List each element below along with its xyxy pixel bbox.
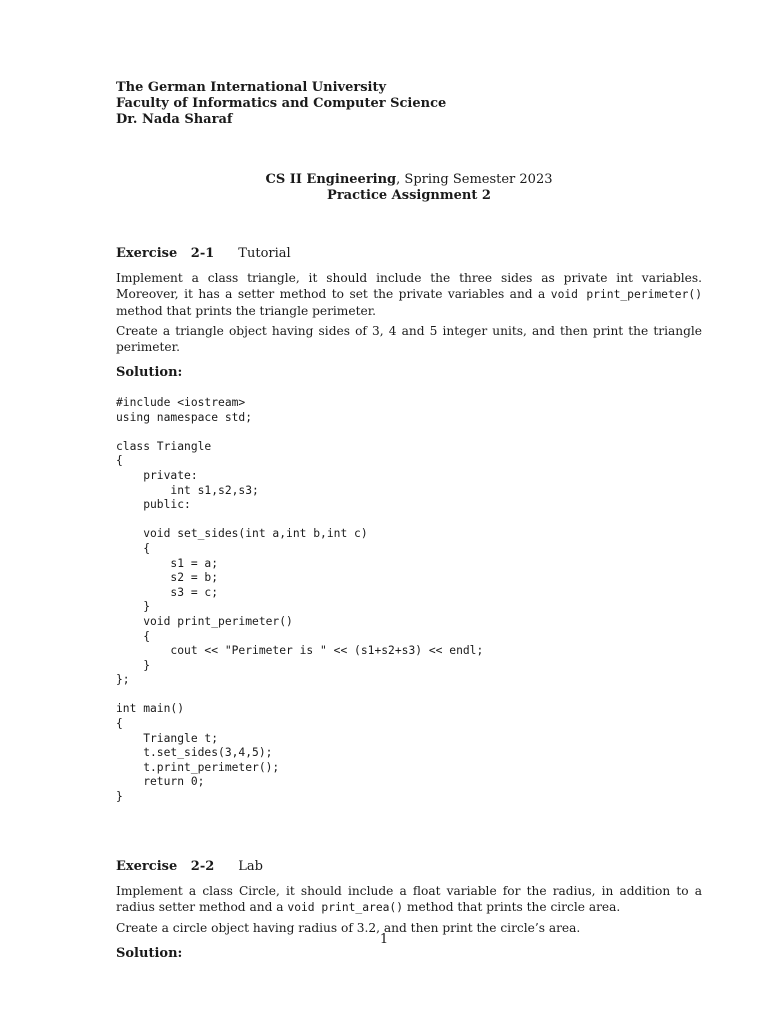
- description-text: Implement a class Circle, it should include a float variable for the radius, in addition to a radius setter method and a: [116, 883, 702, 914]
- solution-label: Solution:: [116, 365, 183, 380]
- exercise-type: Tutorial: [238, 246, 291, 261]
- code-block: #include <iostream> using namespace std; class Triangle { private: int s1,s2,s3; public: void set_sides(int a,int b,int c) { s1 = a; s2 = b; s3 = c; } void print_perimeter() { cout << "Perimeter is " << (s1+s2+s3) << endl; } }; int main() { Triangle t; t.set_sides(3,4,5); t.print_perimeter(); return 0; }: [116, 396, 484, 804]
- exercise-description: [116, 883, 702, 916]
- exercise-label: Exercise 2-1: [116, 246, 215, 261]
- document-page: [116, 80, 702, 962]
- document-header: [116, 80, 702, 128]
- document-title: [116, 172, 702, 204]
- faculty-name: Faculty of Informatics and Computer Science: [116, 96, 447, 111]
- description-text: method that prints the circle area.: [403, 899, 621, 914]
- exercise-task: Create a circle object having radius of 3.2, and then print the circle’s area.: [116, 920, 581, 935]
- course-name: CS II Engineering: [265, 172, 397, 187]
- instructor-name: Dr. Nada Sharaf: [116, 112, 233, 127]
- assignment-title: Practice Assignment 2: [327, 188, 491, 203]
- exercise-description: [116, 270, 702, 319]
- exercise-label: Exercise 2-2: [116, 858, 215, 874]
- inline-code: void print_perimeter(): [550, 288, 702, 301]
- page-number: 1: [379, 932, 389, 947]
- semester: , Spring Semester 2023: [396, 172, 553, 187]
- exercise-2-1: [116, 246, 702, 805]
- exercise-heading: [116, 859, 702, 875]
- exercise-task: Create a triangle object having sides of 3, 4 and 5 integer units, and then print the triangle perimeter.: [116, 324, 702, 354]
- university-name: The German International University: [116, 80, 387, 95]
- description-text: method that prints the triangle perimeter.: [116, 304, 377, 318]
- exercise-type: Lab: [238, 858, 264, 874]
- inline-code: void print_area(): [287, 900, 404, 914]
- description-text: Implement a class triangle, it should include the three sides as private int variables. Moreover, it has a setter method to set the private variables and a: [116, 271, 702, 301]
- solution-label: Solution:: [116, 945, 183, 961]
- exercise-heading: [116, 246, 702, 262]
- course-line: [116, 172, 702, 188]
